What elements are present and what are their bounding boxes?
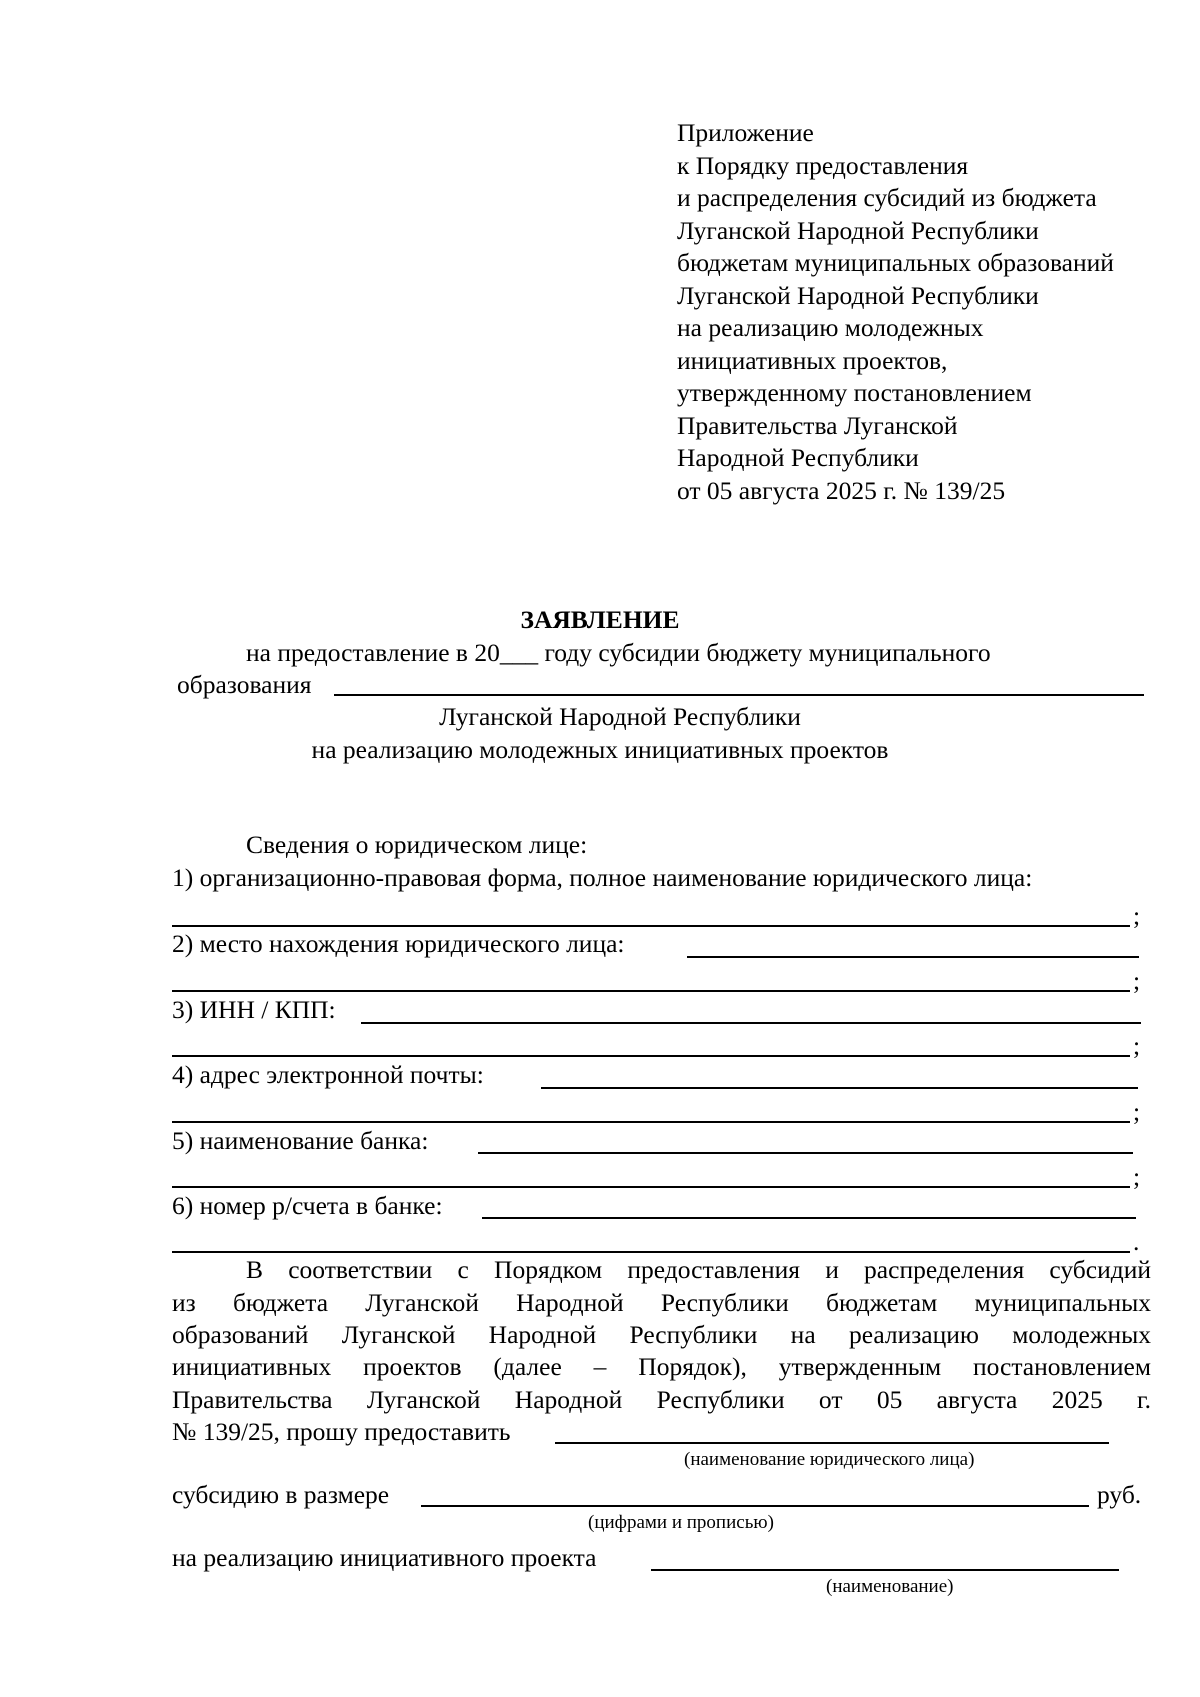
info-item-4: 4) адрес электронной почты: — [172, 1060, 484, 1089]
appendix-line: Народной Республики — [677, 443, 919, 472]
municipality-name-line[interactable] — [334, 694, 1144, 696]
info-item-2: 2) место нахождения юридического лица: — [172, 929, 625, 958]
amount-caption: (цифрами и прописью) — [588, 1512, 774, 1533]
appendix-line: Луганской Народной Республики — [677, 215, 1039, 245]
info-item-3: 3) ИНН / КПП: — [172, 995, 336, 1024]
amount-unit: руб. — [1097, 1480, 1142, 1509]
info-item-6: 6) номер р/счета в банке: — [172, 1191, 443, 1220]
item-5-fill-line[interactable] — [478, 1152, 1133, 1154]
body-line-2: из бюджета Луганской Народной Республики бюджетам муниципальных — [172, 1288, 1151, 1317]
item-4-fill-line-2[interactable] — [172, 1121, 1130, 1123]
item-1-fill-line[interactable] — [172, 925, 1130, 927]
item-2-semicolon: ; — [1133, 966, 1141, 995]
info-intro: Сведения о юридическом лице: — [246, 830, 588, 859]
item-3-fill-line-2[interactable] — [172, 1055, 1130, 1057]
heading-line-3: Луганской Народной Республики — [439, 702, 801, 731]
project-name-caption: (наименование) — [826, 1576, 954, 1597]
appendix-line: инициативных проектов, — [677, 345, 948, 375]
appendix-line: к Порядку предоставления — [677, 150, 969, 180]
item-2-fill-line[interactable] — [687, 956, 1139, 958]
body-line-5: Правительства Луганской Народной Республики от 05 августа 2025 г. — [172, 1385, 1151, 1414]
project-label: на реализацию инициативного проекта — [172, 1543, 597, 1572]
appendix-line: от 05 августа 2025 г. № 139/25 — [677, 475, 1006, 505]
item-5-semicolon: ; — [1133, 1162, 1141, 1191]
appendix-line: утвержденному постановлением — [677, 378, 1032, 407]
appendix-line: Правительства Луганской — [677, 410, 958, 440]
appendix-block — [677, 117, 1114, 507]
item-4-semicolon: ; — [1133, 1097, 1141, 1126]
appendix-line: Приложение — [677, 118, 814, 147]
item-5-fill-line-2[interactable] — [172, 1186, 1130, 1188]
body-line-3: образований Луганской Народной Республики на реализацию молодежных — [172, 1320, 1151, 1349]
request-label: № 139/25, прошу предоставить — [172, 1417, 511, 1446]
item-4-fill-line[interactable] — [541, 1087, 1138, 1089]
appendix-line: на реализацию молодежных — [677, 313, 984, 342]
heading-municipality-label: образования — [177, 670, 312, 699]
item-3-fill-line[interactable] — [361, 1022, 1141, 1024]
document-title: ЗАЯВЛЕНИЕ — [520, 605, 680, 634]
project-name-line[interactable] — [651, 1569, 1119, 1571]
info-item-5: 5) наименование банка: — [172, 1126, 429, 1155]
item-6-fill-line-2[interactable] — [172, 1251, 1130, 1253]
appendix-line: бюджетам муниципальных образований — [677, 248, 1114, 277]
appendix-line: и распределения субсидий из бюджета — [677, 183, 1097, 212]
item-6-period: . — [1133, 1227, 1140, 1256]
appendix-line: Луганской Народной Республики — [677, 280, 1039, 310]
amount-fill-line[interactable] — [421, 1505, 1089, 1507]
legal-entity-name-caption: (наименование юридического лица) — [684, 1449, 975, 1470]
info-item-1: 1) организационно-правовая форма, полное наименование юридического лица: — [172, 863, 1033, 892]
item-6-fill-line[interactable] — [482, 1217, 1136, 1219]
item-2-fill-line-2[interactable] — [172, 990, 1130, 992]
heading-line-1: на предоставление в 20___ году субсидии бюджету муниципального — [246, 638, 991, 667]
amount-label: субсидию в размере — [172, 1480, 390, 1509]
item-1-semicolon: ; — [1133, 901, 1141, 930]
item-3-semicolon: ; — [1133, 1031, 1141, 1060]
heading-line-4: на реализацию молодежных инициативных проектов — [311, 735, 889, 764]
body-line-4: инициативных проектов (далее – Порядок), утвержденным постановлением — [172, 1352, 1151, 1381]
legal-entity-name-line[interactable] — [555, 1442, 1109, 1444]
body-line-1: В соответствии с Порядком предоставления и распределения субсидий — [246, 1255, 1151, 1284]
